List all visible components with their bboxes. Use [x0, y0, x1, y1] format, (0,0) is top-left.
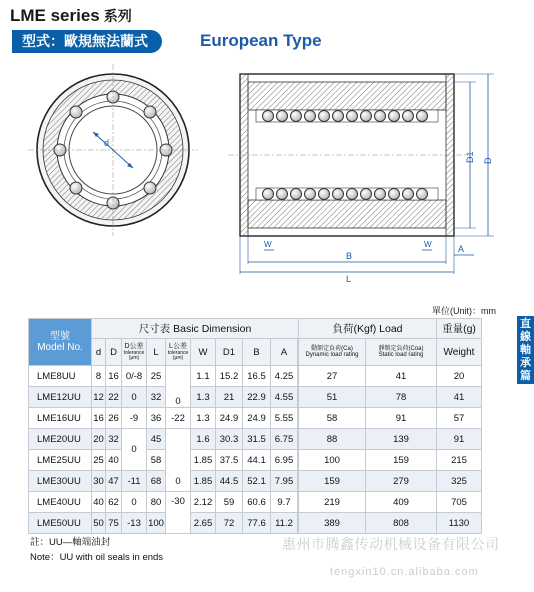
side-section-tab[interactable] — [517, 316, 534, 384]
cell-L: 100 — [147, 513, 166, 534]
model-header-cn: 型號 — [50, 331, 70, 342]
col-W: W — [191, 339, 216, 366]
col-D-tolerance-cn: D公差 — [124, 343, 144, 350]
cell-weight: 1130 — [437, 513, 482, 534]
col-D-tolerance — [122, 339, 147, 366]
cell-A: 6.95 — [271, 450, 298, 471]
label-d: d — [104, 138, 110, 148]
cell-B: 16.5 — [243, 366, 271, 387]
cell-B: 52.1 — [243, 471, 271, 492]
col-L-tolerance-cn: L公差 — [169, 343, 187, 350]
cell-Coa: 41 — [366, 366, 437, 387]
model-cell: LME8UU — [29, 366, 92, 387]
cell-A: 11.2 — [271, 513, 298, 534]
weight-header-cn: 重量(g) — [437, 319, 482, 339]
table-row — [29, 408, 482, 429]
cell-weight: 705 — [437, 492, 482, 513]
col-Coa — [366, 339, 437, 366]
cell-D1: 72 — [216, 513, 243, 534]
table-row — [29, 450, 482, 471]
cell-d: 12 — [92, 387, 106, 408]
model-cell: LME30UU — [29, 471, 92, 492]
cell-Ca: 27 — [299, 366, 366, 387]
cell-Ca: 58 — [299, 408, 366, 429]
cell-Coa: 808 — [366, 513, 437, 534]
model-cell: LME40UU — [29, 492, 92, 513]
label-D: D — [483, 157, 493, 164]
cell-L-tol: -30 — [166, 492, 191, 534]
model-cell: LME20UU — [29, 429, 92, 450]
cell-d: 25 — [92, 450, 106, 471]
model-cell: LME12UU — [29, 387, 92, 408]
cell-Coa: 78 — [366, 387, 437, 408]
cell-d: 40 — [92, 492, 106, 513]
cell-D-tol: 0 — [122, 492, 147, 513]
table-row — [29, 429, 482, 450]
col-Ca-en: Dynamic load rating — [305, 352, 359, 358]
col-A: A — [271, 339, 298, 366]
cell-D: 26 — [106, 408, 122, 429]
cell-L: 36 — [147, 408, 166, 429]
cell-weight: 325 — [437, 471, 482, 492]
type-badge: 型式：歐規無法蘭式 — [12, 30, 162, 53]
cell-D: 62 — [106, 492, 122, 513]
cell-d: 20 — [92, 429, 106, 450]
cell-D: 47 — [106, 471, 122, 492]
side-view — [228, 74, 494, 284]
cell-W: 2.12 — [191, 492, 216, 513]
table-row — [29, 366, 482, 387]
cell-L-tol: 0 — [166, 366, 191, 408]
label-A: A — [458, 244, 465, 254]
model-cell: LME25UU — [29, 450, 92, 471]
cell-Ca: 51 — [299, 387, 366, 408]
series-name: LME series — [10, 6, 100, 25]
cell-D1: 30.3 — [216, 429, 243, 450]
cell-D1: 24.9 — [216, 408, 243, 429]
load-header: 負荷(Kgf) Load — [299, 319, 437, 339]
cell-d: 30 — [92, 471, 106, 492]
specification-table — [28, 318, 482, 534]
cell-d: 50 — [92, 513, 106, 534]
cell-B: 44.1 — [243, 450, 271, 471]
cell-D-tol: -11 — [122, 471, 147, 492]
cell-B: 24.9 — [243, 408, 271, 429]
cell-Coa: 159 — [366, 450, 437, 471]
col-Ca-cn: 動額定負荷(Ca) — [311, 346, 353, 352]
cell-D: 22 — [106, 387, 122, 408]
col-B: B — [243, 339, 271, 366]
cell-A: 4.25 — [271, 366, 298, 387]
table-row — [29, 387, 482, 408]
cell-D1: 15.2 — [216, 366, 243, 387]
cell-Ca: 159 — [299, 471, 366, 492]
side-tab-char: 線 — [520, 331, 531, 343]
watermark-url: tengxin10.cn.alibaba.com — [330, 566, 479, 578]
cell-D-tol: -13 — [122, 513, 147, 534]
cell-A: 7.95 — [271, 471, 298, 492]
col-L-tolerance — [166, 339, 191, 366]
cell-D: 75 — [106, 513, 122, 534]
cell-A: 4.55 — [271, 387, 298, 408]
cell-Ca: 88 — [299, 429, 366, 450]
cell-D-tol: 0 — [122, 429, 147, 471]
cell-Coa: 279 — [366, 471, 437, 492]
cell-D-tol: -9 — [122, 408, 147, 429]
end-view — [28, 64, 198, 236]
cell-D1: 59 — [216, 492, 243, 513]
cell-D: 16 — [106, 366, 122, 387]
col-d: d — [92, 339, 106, 366]
cell-W: 1.1 — [191, 366, 216, 387]
weight-header-en: Weight — [437, 339, 482, 366]
model-header — [29, 319, 92, 366]
bearing-technical-drawing — [28, 60, 508, 290]
col-Coa-cn: 靜額定負荷(Coa) — [378, 346, 424, 352]
cell-Coa: 91 — [366, 408, 437, 429]
cell-A: 5.55 — [271, 408, 298, 429]
col-D-tolerance-unit: (μm) — [128, 355, 140, 361]
cell-B: 77.6 — [243, 513, 271, 534]
cell-D-tol: 0 — [122, 387, 147, 408]
col-Coa-en: Static load rating — [378, 352, 424, 358]
cell-W: 1.3 — [191, 408, 216, 429]
cell-weight: 20 — [437, 366, 482, 387]
cell-weight: 215 — [437, 450, 482, 471]
unit-label: 單位(Unit)：mm — [432, 306, 496, 316]
col-D: D — [106, 339, 122, 366]
col-L: L — [147, 339, 166, 366]
cell-A: 6.75 — [271, 429, 298, 450]
cell-weight: 57 — [437, 408, 482, 429]
cell-D1: 37.5 — [216, 450, 243, 471]
cell-W: 1.3 — [191, 387, 216, 408]
cell-L: 45 — [147, 429, 166, 450]
series-cn: 系列 — [103, 8, 132, 24]
table-row — [29, 513, 482, 534]
cell-Coa: 139 — [366, 429, 437, 450]
cell-weight: 91 — [437, 429, 482, 450]
model-cell: LME50UU — [29, 513, 92, 534]
col-Ca — [299, 339, 366, 366]
cell-L-tol: -22 — [166, 408, 191, 429]
cell-D1: 21 — [216, 387, 243, 408]
label-W-left: W — [264, 240, 272, 249]
cell-L: 80 — [147, 492, 166, 513]
cell-B: 22.9 — [243, 387, 271, 408]
col-D-tolerance-en: tolerance — [123, 350, 145, 356]
col-L-tolerance-en: tolerance — [167, 350, 189, 356]
cell-Coa: 409 — [366, 492, 437, 513]
cell-L: 58 — [147, 450, 166, 471]
cell-W: 1.85 — [191, 471, 216, 492]
cell-W: 2.65 — [191, 513, 216, 534]
cell-D1: 44.5 — [216, 471, 243, 492]
cell-B: 31.5 — [243, 429, 271, 450]
note-english: Note：UU with oil seals in ends — [30, 552, 164, 563]
cell-L: 68 — [147, 471, 166, 492]
type-english-title: European Type — [200, 31, 322, 50]
basic-dimension-header: 尺寸表 Basic Dimension — [92, 319, 299, 339]
label-W-right: W — [424, 240, 432, 249]
cell-d: 8 — [92, 366, 106, 387]
cell-d: 16 — [92, 408, 106, 429]
cell-W: 1.6 — [191, 429, 216, 450]
cell-D: 32 — [106, 429, 122, 450]
cell-Ca: 389 — [299, 513, 366, 534]
cell-W: 1.85 — [191, 450, 216, 471]
side-tab-char: 軸 — [520, 344, 531, 356]
series-title — [10, 6, 132, 26]
side-tab-char: 承 — [520, 357, 531, 369]
model-cell: LME16UU — [29, 408, 92, 429]
label-L: L — [346, 274, 352, 284]
note-chinese: 註：UU—軸端油封 — [30, 537, 111, 548]
cell-L: 32 — [147, 387, 166, 408]
table-row — [29, 471, 482, 492]
cell-A: 9.7 — [271, 492, 298, 513]
label-D1: D1 — [465, 151, 475, 163]
cell-L: 25 — [147, 366, 166, 387]
side-tab-char: 直 — [520, 318, 531, 330]
side-tab-char: 篇 — [520, 370, 531, 382]
col-D1: D1 — [216, 339, 243, 366]
cell-Ca: 100 — [299, 450, 366, 471]
cell-L-tol: 0 — [166, 429, 191, 492]
cell-D: 40 — [106, 450, 122, 471]
cell-weight: 41 — [437, 387, 482, 408]
watermark-company: 惠州市腾鑫传动机械设备有限公司 — [282, 536, 500, 552]
model-header-en: Model No. — [37, 342, 83, 353]
table-row — [29, 492, 482, 513]
cell-B: 60.6 — [243, 492, 271, 513]
col-L-tolerance-unit: (μm) — [172, 355, 184, 361]
cell-D-tol: 0/-8 — [122, 366, 147, 387]
label-B: B — [346, 251, 353, 261]
cell-Ca: 219 — [299, 492, 366, 513]
